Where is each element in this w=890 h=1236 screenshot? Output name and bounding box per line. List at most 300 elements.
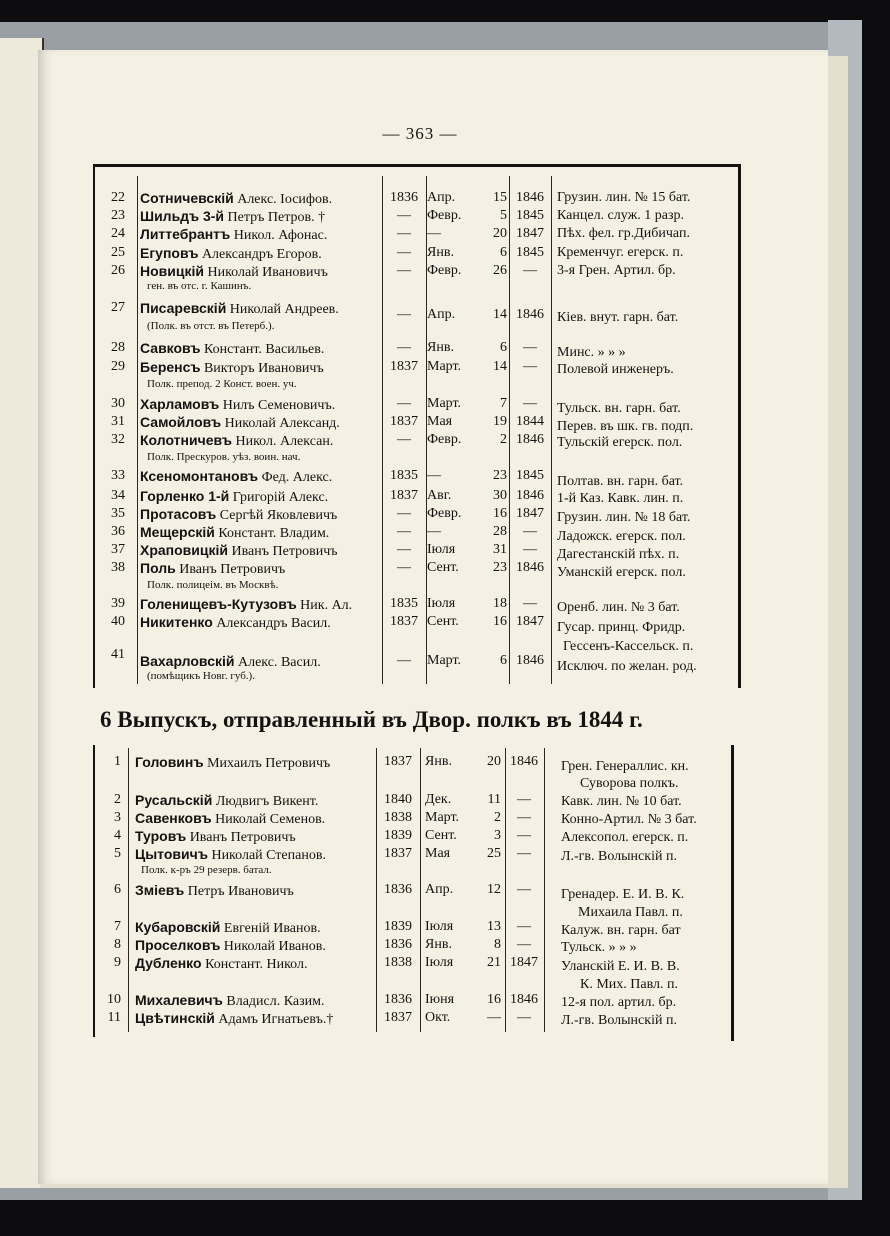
day: 31 — [493, 542, 507, 557]
release-year: — — [517, 919, 531, 934]
month: Апр. — [427, 307, 456, 322]
table-row — [95, 504, 735, 524]
day: — — [487, 1010, 501, 1025]
month: Іюля — [425, 919, 454, 934]
surname: Сотничевскій — [140, 190, 234, 206]
row-note — [95, 668, 395, 684]
row-number: 34 — [111, 488, 125, 503]
surname: Беренсъ — [140, 359, 201, 375]
given-names: Констант. Васильев. — [204, 342, 325, 357]
table-row — [95, 206, 735, 226]
birth-year: 1840 — [384, 792, 412, 807]
release-year: 1847 — [516, 506, 544, 521]
surname: Кубаровскій — [135, 919, 221, 935]
day: 15 — [493, 190, 507, 205]
day: 28 — [493, 524, 507, 539]
given-names: Констант. Владим. — [218, 526, 330, 541]
birth-year: 1837 — [390, 614, 418, 629]
surname: Цвѣтинскій — [135, 1010, 215, 1026]
given-names: Никол. Алексан. — [235, 434, 334, 449]
row-number: 23 — [111, 208, 125, 223]
day: 26 — [493, 263, 507, 278]
day: 3 — [494, 828, 501, 843]
given-names: Фед. Алекс. — [261, 470, 333, 485]
birth-year: — — [397, 542, 411, 557]
person-name — [140, 466, 385, 488]
surname: Савковъ — [140, 340, 201, 356]
release-year: — — [517, 810, 531, 825]
table-top-rule — [94, 164, 740, 167]
release-year: 1844 — [516, 414, 544, 429]
row-note — [95, 376, 395, 392]
given-names: Людвигъ Викент. — [215, 794, 319, 809]
release-year: — — [517, 828, 531, 843]
given-names: Александръ Васил. — [216, 616, 331, 631]
month: Сент. — [427, 614, 459, 629]
release-year: — — [517, 882, 531, 897]
day: 7 — [500, 396, 507, 411]
day: 16 — [487, 992, 501, 1007]
table-row — [95, 826, 735, 846]
given-names: Иванъ Петровичъ — [189, 830, 296, 845]
given-names: Сергѣй Яковлевичъ — [219, 508, 338, 523]
birth-year: 1836 — [384, 992, 412, 1007]
day: 18 — [493, 596, 507, 611]
surname: Новицкій — [140, 263, 204, 279]
surname: Писаревскій — [140, 300, 227, 316]
given-names: Иванъ Петровичъ — [179, 562, 286, 577]
release-year: — — [523, 396, 537, 411]
birth-year: — — [397, 245, 411, 260]
month: Апр. — [427, 190, 456, 205]
row-number: 40 — [111, 614, 125, 629]
assignment: Тульск. вн. гарн. бат. — [557, 401, 681, 416]
row-note — [95, 577, 395, 593]
surname: Мещерскій — [140, 524, 215, 540]
assignment: Ладожск. егерск. пол. — [557, 529, 686, 544]
birth-year: 1837 — [390, 359, 418, 374]
day: 16 — [493, 506, 507, 521]
day: 30 — [493, 488, 507, 503]
row-number: 27 — [111, 300, 125, 315]
birth-year: 1836 — [384, 882, 412, 897]
table-row — [95, 224, 735, 244]
assignment-continued: Гессенъ-Кассельск. п. — [563, 639, 694, 654]
surname: Дубленко — [135, 955, 202, 971]
table-row — [95, 243, 735, 263]
table-row — [95, 844, 735, 864]
row-number: 41 — [111, 647, 125, 662]
month: — — [427, 524, 441, 539]
assignment: 12-я пол. артил. бр. — [561, 995, 677, 1010]
given-names: Михаилъ Петровичъ — [207, 756, 331, 771]
release-year: 1847 — [516, 226, 544, 241]
surname: Проселковъ — [135, 937, 221, 953]
day: 5 — [500, 208, 507, 223]
row-number: 25 — [111, 245, 125, 260]
month: Іюля — [427, 596, 456, 611]
given-names: Николай Иванов. — [223, 939, 326, 954]
row-number: 35 — [111, 506, 125, 521]
birth-year: 1839 — [384, 828, 412, 843]
given-names: Евгеній Иванов. — [223, 921, 321, 936]
day: 14 — [493, 359, 507, 374]
surname: Колотничевъ — [140, 432, 232, 448]
given-names: Петръ Петров. † — [227, 210, 326, 225]
given-names: Алекс. Васил. — [237, 655, 321, 670]
surname: Савенковъ — [135, 810, 212, 826]
assignment: Кременчуг. егерск. п. — [557, 245, 684, 260]
release-year: 1846 — [516, 560, 544, 575]
given-names: Николай Андреев. — [229, 302, 339, 317]
day: 6 — [500, 340, 507, 355]
surname: Русальскій — [135, 792, 213, 808]
assignment: Тульск. » » » — [561, 940, 637, 955]
row-number: 5 — [114, 846, 121, 861]
release-year: — — [517, 792, 531, 807]
assignment: Кавк. лин. № 10 бат. — [561, 794, 682, 809]
row-number: 28 — [111, 340, 125, 355]
release-year: — — [517, 1010, 531, 1025]
birth-year: 1839 — [384, 919, 412, 934]
assignment: Полевой инженеръ. — [557, 362, 674, 377]
row-number: 26 — [111, 263, 125, 278]
given-names: Никол. Афонас. — [233, 228, 328, 243]
month: Іюля — [425, 955, 454, 970]
table-row — [95, 880, 735, 900]
table-row — [95, 752, 735, 772]
table-row — [95, 917, 735, 937]
table-row — [95, 594, 735, 614]
surname: Никитенко — [140, 614, 213, 630]
table-row — [95, 466, 735, 489]
birth-year: 1835 — [390, 596, 418, 611]
assignment-continued: Михаила Павл. п. — [578, 905, 683, 920]
month: Іюля — [427, 542, 456, 557]
assignment: Дагестанскій пѣх. п. — [557, 547, 680, 562]
person-name — [135, 1008, 380, 1030]
assignment: Конно-Артил. № 3 бат. — [561, 812, 697, 827]
person-name — [140, 612, 385, 634]
note-text: Полк. Прескуров. уѣз. воин. нач. — [147, 451, 301, 463]
table-row — [95, 953, 735, 973]
day: 20 — [487, 754, 501, 769]
assignment: Л.-гв. Волынскій п. — [561, 849, 677, 864]
day: 6 — [500, 653, 507, 668]
given-names: Григорій Алекс. — [232, 490, 329, 505]
given-names: Александръ Егоров. — [201, 247, 322, 262]
day: 25 — [487, 846, 501, 861]
month: Март. — [425, 810, 460, 825]
month: Март. — [427, 653, 462, 668]
surname: Вахарловскій — [140, 653, 235, 669]
day: 19 — [493, 414, 507, 429]
month: Февр. — [427, 432, 462, 447]
person-name — [135, 752, 380, 774]
month: Іюня — [425, 992, 455, 1007]
person-name — [135, 880, 380, 902]
table-row — [95, 808, 735, 828]
assignment-continued: К. Мих. Павл. п. — [580, 977, 679, 992]
row-number: 37 — [111, 542, 125, 557]
assignment: Кіев. внут. гарн. бат. — [557, 310, 679, 325]
assignment: Грузин. лин. № 15 бат. — [557, 190, 691, 205]
row-number: 32 — [111, 432, 125, 447]
row-number: 1 — [114, 754, 121, 769]
assignment: Пѣх. фел. гр.Дибичап. — [557, 226, 690, 241]
assignment: Полтав. вн. гарн. бат. — [557, 474, 684, 489]
assignment: Оренб. лин. № 3 бат. — [557, 600, 680, 615]
assignment: Гренадер. Е. И. В. К. — [561, 887, 685, 902]
note-text: Полк. полицеім. въ Москвѣ. — [147, 579, 279, 591]
day: 23 — [493, 560, 507, 575]
day: 2 — [500, 432, 507, 447]
release-year: — — [523, 340, 537, 355]
month: — — [427, 468, 441, 483]
row-note — [95, 862, 395, 878]
given-names: Констант. Никол. — [205, 957, 308, 972]
release-year: 1846 — [516, 307, 544, 322]
day: 8 — [494, 937, 501, 952]
release-year: 1845 — [516, 245, 544, 260]
surname: Головинъ — [135, 754, 204, 770]
assignment: Уманскій егерск. пол. — [557, 565, 686, 580]
month: Янв. — [427, 245, 454, 260]
release-year: — — [523, 359, 537, 374]
month: Дек. — [425, 792, 452, 807]
table-row — [95, 338, 735, 358]
table-row — [95, 990, 735, 1010]
assignment: Грен. Генераллис. кн. — [561, 759, 689, 774]
release-year: 1847 — [510, 955, 538, 970]
day: 11 — [487, 792, 501, 807]
given-names: Николай Семенов. — [215, 812, 326, 827]
row-number: 24 — [111, 226, 125, 241]
birth-year: — — [397, 506, 411, 521]
month: — — [427, 226, 441, 241]
month: Мая — [427, 414, 453, 429]
given-names: Иванъ Петровичъ — [231, 544, 338, 559]
surname: Храповицкій — [140, 542, 229, 558]
month: Февр. — [427, 208, 462, 223]
birth-year: 1836 — [384, 937, 412, 952]
table-row — [95, 612, 735, 635]
table-row — [95, 430, 735, 450]
row-number: 9 — [114, 955, 121, 970]
row-note — [95, 449, 395, 465]
surname: Поль — [140, 560, 176, 576]
given-names: Николай Степанов. — [211, 848, 326, 863]
row-number: 33 — [111, 468, 125, 483]
assignment: Грузин. лин. № 18 бат. — [557, 510, 691, 525]
row-number: 3 — [114, 810, 121, 825]
month: Февр. — [427, 506, 462, 521]
surname: Голенищевъ-Кутузовъ — [140, 596, 297, 612]
table-row — [95, 412, 735, 432]
month: Февр. — [427, 263, 462, 278]
birth-year: 1836 — [390, 190, 418, 205]
birth-year: — — [397, 208, 411, 223]
birth-year: 1835 — [390, 468, 418, 483]
release-year: 1846 — [516, 432, 544, 447]
given-names: Петръ Ивановичъ — [187, 884, 294, 899]
note-text: (Полк. въ отст. въ Петерб.). — [147, 320, 275, 332]
surname: Цытовичъ — [135, 846, 208, 862]
given-names: Адамъ Игнатьевъ.† — [218, 1012, 334, 1027]
note-text: Полк. к-ръ 29 резерв. батал. — [141, 864, 272, 876]
surname: Горленко 1-й — [140, 488, 230, 504]
note-text: (помѣщикъ Новг. губ.). — [147, 670, 255, 682]
row-number: 4 — [114, 828, 121, 843]
birth-year: — — [397, 524, 411, 539]
birth-year: — — [397, 653, 411, 668]
surname: Харламовъ — [140, 396, 220, 412]
birth-year: — — [397, 340, 411, 355]
day: 2 — [494, 810, 501, 825]
page-number: — 363 — — [382, 124, 458, 143]
release-year: — — [523, 524, 537, 539]
table-row — [95, 188, 735, 208]
birth-year: 1838 — [384, 955, 412, 970]
day: 6 — [500, 245, 507, 260]
table-row — [95, 540, 735, 560]
surname: Литтебрантъ — [140, 226, 231, 242]
month: Янв. — [427, 340, 454, 355]
row-number: 6 — [114, 882, 121, 897]
row-number: 22 — [111, 190, 125, 205]
assignment-continued: Суворова полкъ. — [580, 776, 679, 791]
row-number: 8 — [114, 937, 121, 952]
birth-year: — — [397, 307, 411, 322]
birth-year: — — [397, 226, 411, 241]
assignment: 1-й Каз. Кавк. лин. п. — [557, 491, 684, 506]
month: Мая — [425, 846, 451, 861]
birth-year: — — [397, 432, 411, 447]
release-year: — — [517, 937, 531, 952]
table-row — [95, 522, 735, 542]
row-number: 36 — [111, 524, 125, 539]
given-names: Николай Александ. — [224, 416, 340, 431]
day: 21 — [487, 955, 501, 970]
row-number: 2 — [114, 792, 121, 807]
assignment: Канцел. служ. 1 разр. — [557, 208, 684, 223]
surname: Зміевъ — [135, 882, 185, 898]
release-year: — — [523, 263, 537, 278]
given-names: Николай Ивановичъ — [207, 265, 328, 280]
surname: Егуповъ — [140, 245, 199, 261]
release-year: 1846 — [516, 190, 544, 205]
day: 14 — [493, 307, 507, 322]
release-year: 1846 — [516, 488, 544, 503]
month: Март. — [427, 359, 462, 374]
birth-year: — — [397, 560, 411, 575]
release-year: 1847 — [516, 614, 544, 629]
month: Апр. — [425, 882, 454, 897]
assignment: Калуж. вн. гарн. бат — [561, 923, 681, 938]
row-number: 31 — [111, 414, 125, 429]
surname: Туровъ — [135, 828, 187, 844]
birth-year: — — [397, 263, 411, 278]
release-year: 1846 — [510, 754, 538, 769]
table-row — [95, 645, 735, 674]
given-names: Нилъ Семеновичъ. — [222, 398, 336, 413]
release-year: — — [523, 596, 537, 611]
day: 13 — [487, 919, 501, 934]
assignment: 3-я Грен. Артил. бр. — [557, 263, 676, 278]
table-row — [95, 357, 735, 377]
assignment: Исключ. по желан. род. — [557, 659, 697, 674]
day: 12 — [487, 882, 501, 897]
birth-year: 1838 — [384, 810, 412, 825]
release-year: 1846 — [510, 992, 538, 1007]
note-text: ген. въ отс. г. Кашинъ. — [147, 280, 252, 292]
day: 20 — [493, 226, 507, 241]
release-year: 1845 — [516, 468, 544, 483]
assignment: Л.-гв. Волынскій п. — [561, 1013, 677, 1028]
row-number: 38 — [111, 560, 125, 575]
person-name — [135, 953, 380, 975]
day: 23 — [493, 468, 507, 483]
section-title: 6 Выпускъ, отправленный въ Двор. полкъ въ 1844 г. — [100, 707, 643, 732]
birth-year: 1837 — [384, 754, 412, 769]
row-note — [95, 278, 395, 294]
assignment: Алексопол. егерск. п. — [561, 830, 689, 845]
month: Март. — [427, 396, 462, 411]
month: Сент. — [425, 828, 457, 843]
assignment: Гусар. принц. Фридр. — [557, 620, 686, 635]
table-right-rule — [738, 164, 741, 688]
assignment: Перев. въ шк. гв. подп. — [557, 419, 694, 434]
release-year: — — [523, 542, 537, 557]
surname: Ксеномонтановъ — [140, 468, 259, 484]
table-row — [95, 558, 735, 578]
given-names: Алекс. Іосифов. — [237, 192, 333, 207]
birth-year: — — [397, 396, 411, 411]
surname: Самойловъ — [140, 414, 222, 430]
month: Авг. — [427, 488, 452, 503]
day: 16 — [493, 614, 507, 629]
row-number: 30 — [111, 396, 125, 411]
row-note — [95, 318, 395, 334]
table-row — [95, 394, 735, 414]
birth-year: 1837 — [390, 488, 418, 503]
table-row — [95, 1008, 735, 1028]
surname: Шильдъ 3-й — [140, 208, 225, 224]
table-row — [95, 486, 735, 506]
row-number: 10 — [107, 992, 121, 1007]
row-number: 7 — [114, 919, 121, 934]
release-year: — — [517, 846, 531, 861]
month: Янв. — [425, 937, 452, 952]
birth-year: 1837 — [384, 846, 412, 861]
birth-year: 1837 — [390, 414, 418, 429]
surname: Михалевичъ — [135, 992, 223, 1008]
month: Сент. — [427, 560, 459, 575]
assignment: Тульскій егерск. пол. — [557, 435, 683, 450]
table-row — [95, 935, 735, 955]
row-number: 11 — [107, 1010, 121, 1025]
given-names: Ник. Ал. — [300, 598, 353, 613]
birth-year: 1837 — [384, 1010, 412, 1025]
row-number: 39 — [111, 596, 125, 611]
month: Янв. — [425, 754, 452, 769]
table-row — [95, 790, 735, 810]
given-names: Владисл. Казим. — [226, 994, 325, 1009]
assignment: Минс. » » » — [557, 345, 626, 360]
row-number: 29 — [111, 359, 125, 374]
assignment: Уланскій Е. И. В. В. — [561, 959, 680, 974]
note-text: Полк. препод. 2 Конст. воен. уч. — [147, 378, 297, 390]
